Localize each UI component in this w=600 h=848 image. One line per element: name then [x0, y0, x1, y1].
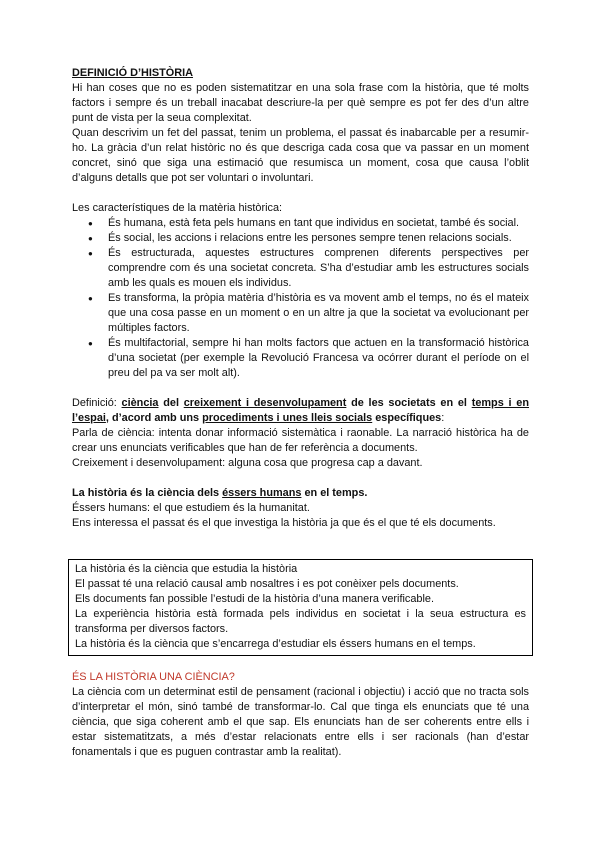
- feature-item-structured: ● És estructurada, aquestes estructures comprenen diferents perspectives per comprendre com és una societat concreta. S’ha d’estudiar amb les estructures socials amb les quals es mouen els individus.: [108, 246, 529, 291]
- intro-paragraph-1: Hi han coses que no es poden sistematitzar en una sola frase com la història, que té molts factors i sempre és un treball inacabat descriure-la per què sempre es pot fer des d’un altre punt de vista per la seua complexitat.: [72, 82, 529, 124]
- feature-item-multifactorial: ● És multifactorial, sempre hi han molts factors que actuen en la transformació històrica d’una societat (per exemple la Revolució Francesa va ocórrer durant el període on el preu del pa va ser molt alt).: [108, 336, 529, 381]
- humans-heading-c: en el temps.: [301, 487, 368, 499]
- definition-procedures: procediments i unes lleis socials: [202, 412, 373, 424]
- humans-heading: [72, 486, 529, 501]
- feature-item-human: ● És humana, està feta pels humans en tant que individus en societat, també és social.: [108, 216, 529, 231]
- spacer: [72, 531, 529, 546]
- summary-line: El passat té una relació causal amb nosaltres i es pot conèixer pels documents.: [75, 578, 459, 590]
- summary-box: [68, 559, 533, 656]
- science-line: Parla de ciència: intenta donar informació sistemàtica i raonable. La narració històrica ha de crear uns enunciats verificables que han de fer referència a documents.: [72, 427, 529, 454]
- summary-line: La història és la ciència que s’encarrega d’estudiar els éssers humans en el temps.: [75, 638, 476, 650]
- growth-line: Creixement i desenvolupament: alguna cosa que progresa cap a davant.: [72, 457, 423, 469]
- spacer: [72, 471, 529, 486]
- humans-line: Éssers humans: el que estudiem és la humanitat.: [72, 502, 310, 514]
- humans-heading-b: éssers humans: [222, 487, 302, 499]
- definition-text: específiques: [372, 412, 442, 424]
- definition-time-space: temps i en l’espai: [72, 397, 529, 424]
- spacer: [72, 546, 529, 559]
- features-intro: Les característiques de la matèria històrica:: [72, 202, 283, 214]
- past-line: Ens interessa el passat és el que investiga la història ja que és el que té els documents.: [72, 517, 496, 529]
- document-page: [72, 66, 529, 760]
- feature-item-social: ● És social, les accions i relacions entre les persones sempre tenen relacions socials.: [108, 231, 529, 246]
- summary-line: Els documents fan possible l’estudi de la història d’una manera verificable.: [75, 593, 434, 605]
- spacer: [72, 186, 529, 201]
- feature-item-transforms: ● Es transforma, la pròpia matèria d’història es va movent amb el temps, no és el mateix que una cosa passe en un moment o en un altre ja que la societat va evolucionant per múltiples factors.: [108, 291, 529, 336]
- definition-text: , d’acord amb uns: [105, 412, 203, 424]
- definition-text: de les societats en el: [346, 397, 472, 409]
- intro-paragraph-2: Quan descrivim un fet del passat, tenim un problema, el passat és inabarcable per a resumir-ho. La gràcia d’un relat històric no és que descriga cada cosa que va passar en un moment concret, sinó que siga una estimació que resumisca un moment, cosa que causa l’oblit d’alguns detalls que pot ser voluntari o involuntari.: [72, 127, 529, 184]
- definition-text: del: [158, 397, 184, 409]
- definition-colon: :: [441, 412, 445, 424]
- summary-line: La història és la ciència que estudia la història: [75, 563, 298, 575]
- spacer: [72, 381, 529, 396]
- definition-lead: Definició:: [72, 397, 122, 409]
- section-heading: ÉS LA HISTÒRIA UNA CIÈNCIA?: [72, 671, 235, 683]
- features-list: [72, 216, 529, 381]
- humans-heading-a: La història és la ciència dels: [72, 487, 223, 499]
- definition-science: ciència: [121, 397, 159, 409]
- spacer: [72, 656, 529, 670]
- page-title: DEFINICIÓ D’HISTÒRIA: [72, 67, 194, 79]
- definition-growth: creixement i desenvolupament: [183, 397, 347, 409]
- section-paragraph: La ciència com un determinat estil de pensament (racional i objectiu) i acció que no tracta sols d’interpretar el món, sinó també de transformar-lo. Cal que tinga els enunciats que té una ciència, que siga coherent amb el que sap. Els enunciats han de ser coherents entre ells i estar sistematitzats, a més d’estar relacionats entre ells i ser racionals (han d’estar fonamentals i que es puguen contrastar amb la realitat).: [72, 686, 529, 758]
- summary-line: La experiència història està formada pels individus en societat i la seua estructura es transforma per diversos factors.: [75, 608, 526, 635]
- definition-paragraph: [72, 396, 529, 426]
